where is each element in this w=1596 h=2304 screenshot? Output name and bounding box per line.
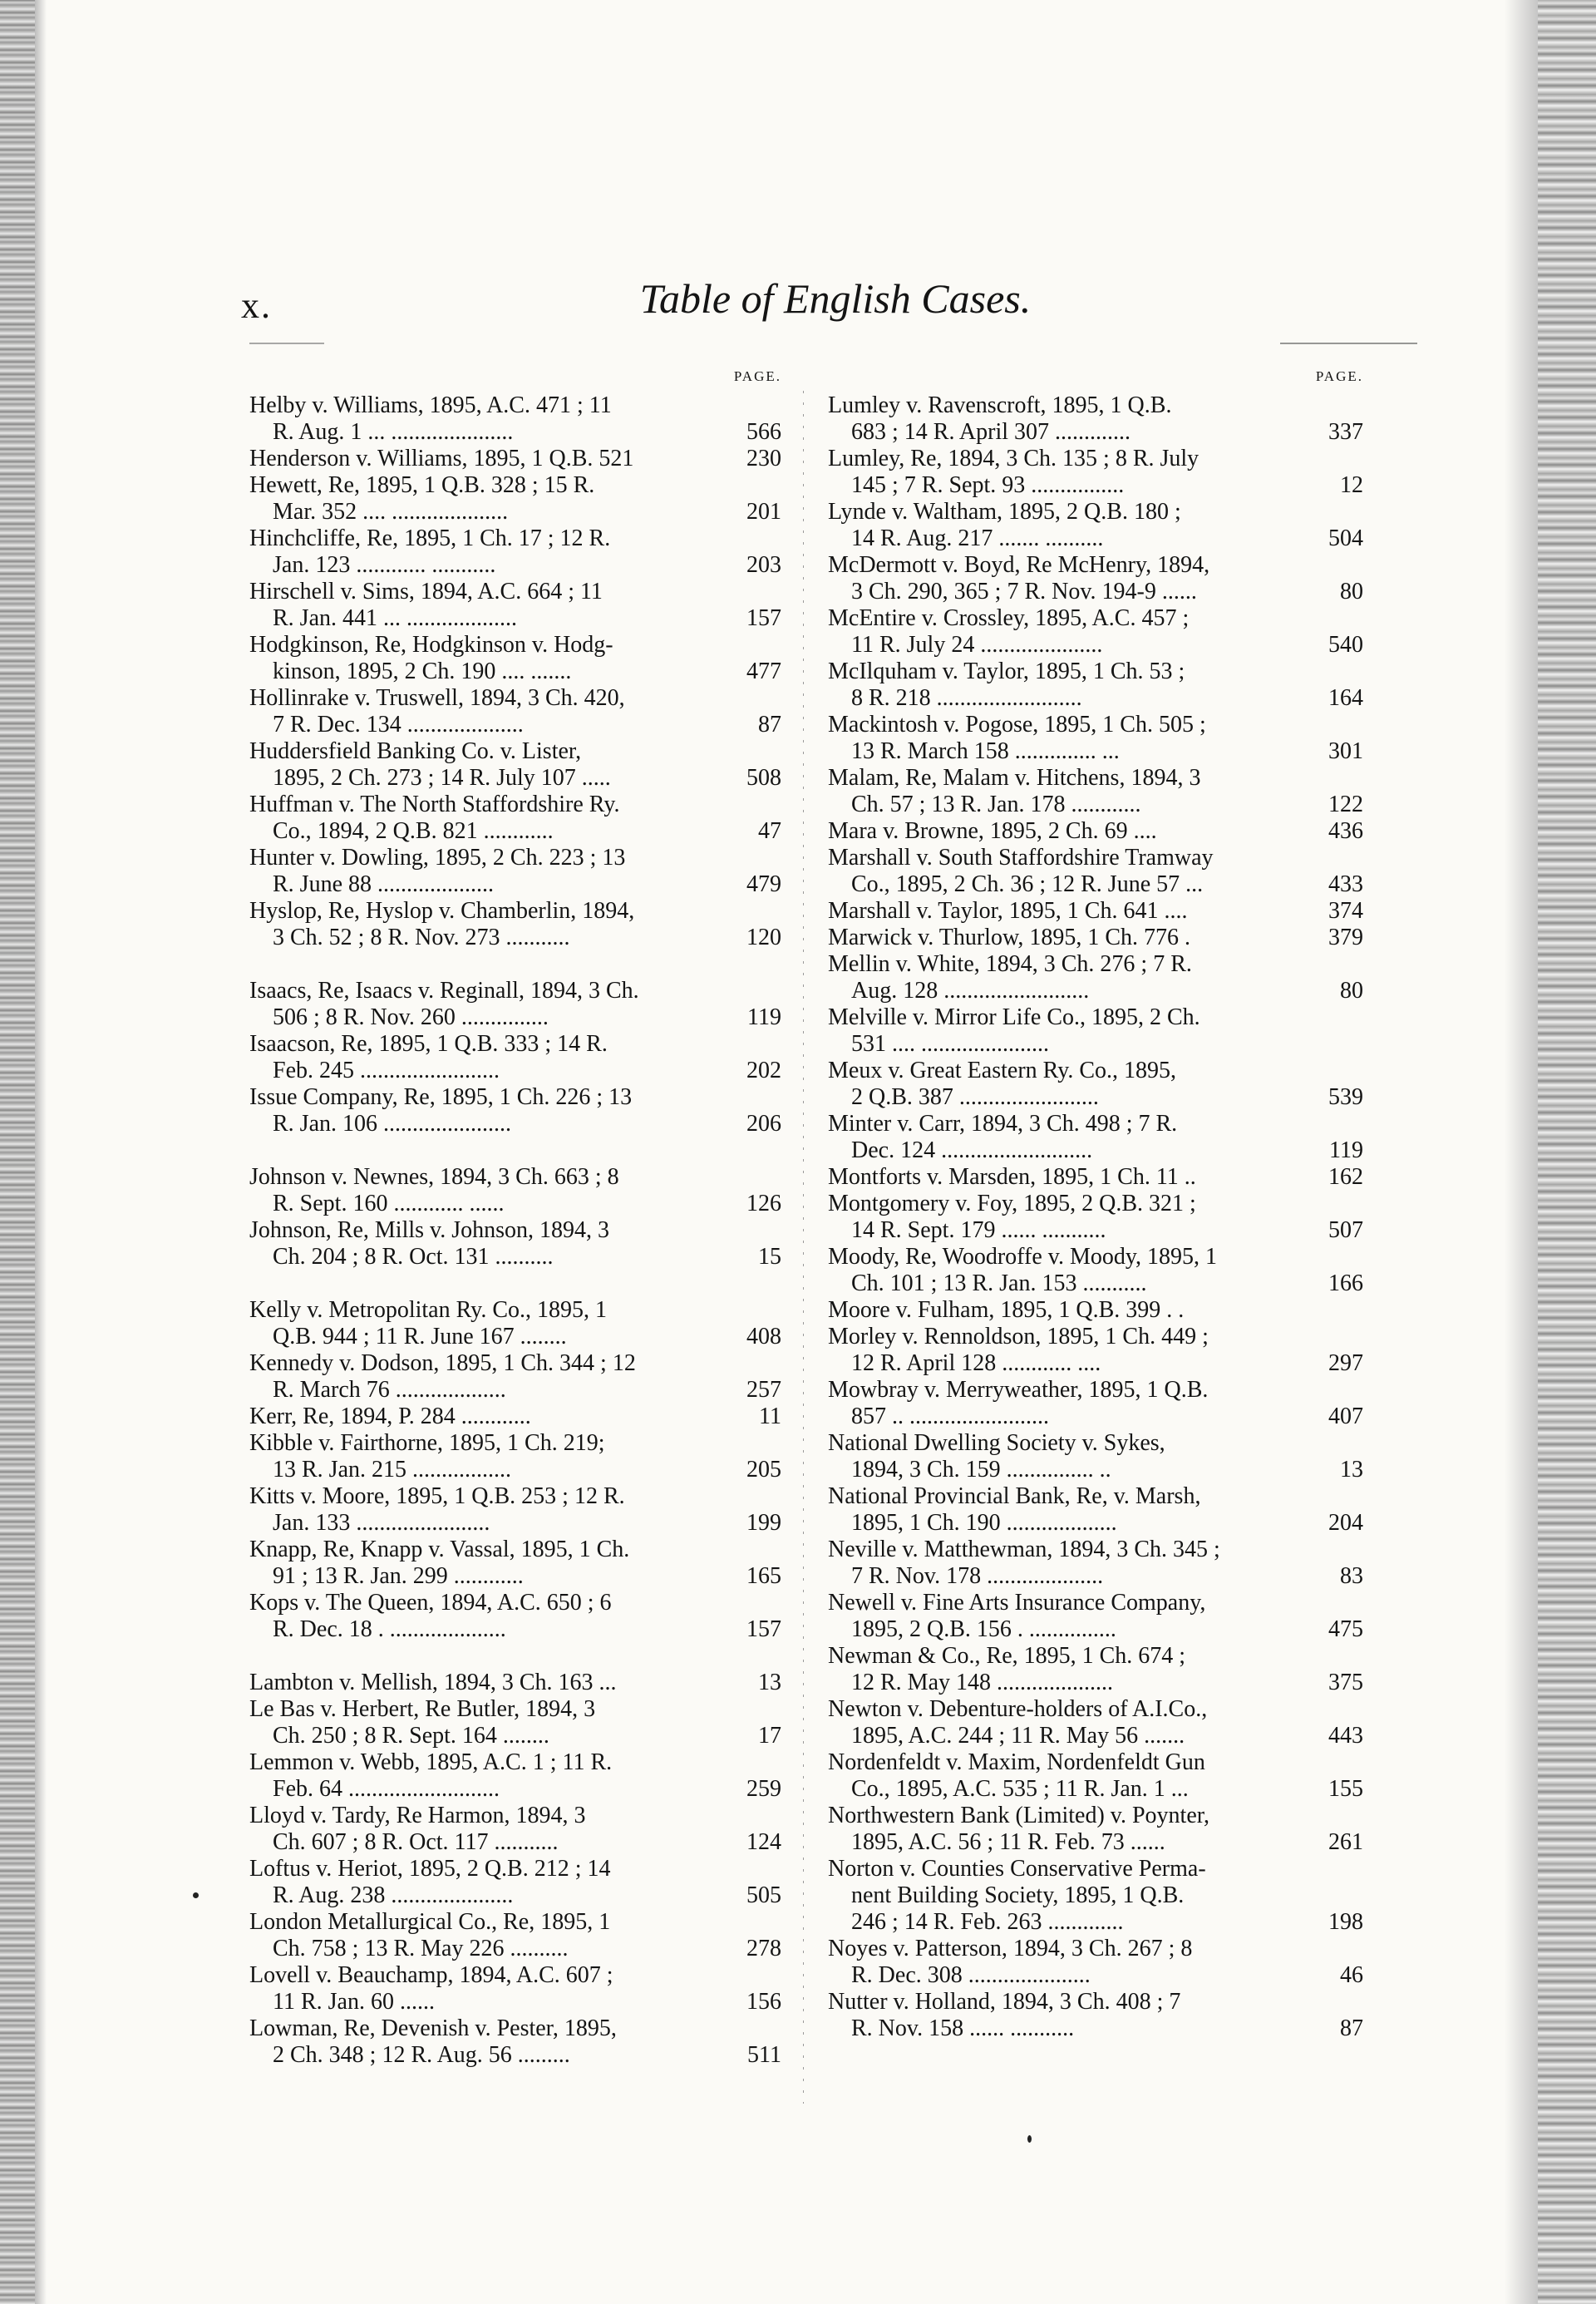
case-page-number: 87 [758,712,781,738]
case-title-line: Kerr, Re, 1894, P. 284 ............ [249,1404,531,1429]
case-entry [249,738,781,792]
case-title-line: Henderson v. Williams, 1895, 1 Q.B. 521 [249,446,634,471]
case-title-line: Montforts v. Marsden, 1895, 1 Ch. 11 .. [828,1164,1196,1190]
case-entry [828,1643,1363,1696]
case-title-line: Kibble v. Fairthorne, 1895, 1 Ch. 219; [249,1430,605,1456]
case-page-number: 17 [758,1723,781,1749]
case-citation-line: 11 R. July 24 ..................... [851,632,1103,658]
case-page-number: 375 [1328,1670,1363,1695]
case-citation-line: R. Aug. 238 ..................... [273,1882,514,1908]
case-citation-line: Ch. 758 ; 13 R. May 226 .......... [273,1936,569,1961]
case-entry [828,1430,1363,1483]
case-entry [828,1324,1363,1377]
case-citation-line: 8 R. 218 ......................... [851,685,1082,711]
case-title-line: Knapp, Re, Knapp v. Vassal, 1895, 1 Ch. [249,1537,630,1562]
case-title-line: Hodgkinson, Re, Hodgkinson v. Hodg- [249,632,613,658]
case-page-number: 297 [1328,1350,1363,1376]
case-citation-line: 2 Q.B. 387 ........................ [851,1084,1099,1110]
case-entry [828,925,1363,951]
case-entry [828,1297,1363,1324]
case-page-number: 477 [746,659,781,684]
case-title-line: Kelly v. Metropolitan Ry. Co., 1895, 1 [249,1297,607,1323]
case-title-line: Lumley v. Ravenscroft, 1895, 1 Q.B. [828,392,1172,418]
case-citation-line: Aug. 128 ......................... [851,978,1090,1004]
case-title-line: Mackintosh v. Pogose, 1895, 1 Ch. 505 ; [828,712,1206,738]
case-entry [828,392,1363,446]
case-entry [249,446,781,472]
letter-section-gap [249,951,781,978]
case-entry [249,392,781,446]
case-entry [249,1803,781,1856]
case-page-number: 230 [746,446,781,471]
case-page-number: 155 [1328,1776,1363,1802]
case-entry [828,1803,1363,1856]
case-page-number: 505 [746,1882,781,1908]
case-page-number: 120 [746,925,781,950]
case-title-line: Newman & Co., Re, 1895, 1 Ch. 674 ; [828,1643,1186,1669]
case-page-number: 257 [746,1377,781,1403]
case-citation-line: 14 R. Sept. 179 ...... ........... [851,1217,1106,1243]
case-entry [249,1483,781,1537]
case-citation-line: Ch. 204 ; 8 R. Oct. 131 .......... [273,1244,554,1270]
case-title-line: Meux v. Great Eastern Ry. Co., 1895, [828,1058,1177,1083]
case-citation-line: 11 R. Jan. 60 ...... [273,1989,435,2015]
case-entry [249,1297,781,1350]
case-citation-line: R. June 88 .................... [273,871,494,897]
case-entry [249,1350,781,1404]
case-title-line: Helby v. Williams, 1895, A.C. 471 ; 11 [249,392,612,418]
case-page-number: 508 [746,765,781,791]
case-entry [249,1537,781,1590]
case-citation-line: R. Jan. 441 ... ................... [273,605,517,631]
case-title-line: Huddersfield Banking Co. v. Lister, [249,738,582,764]
case-title-line: Newton v. Debenture-holders of A.I.Co., [828,1696,1208,1722]
case-page-number: 46 [1340,1962,1363,1988]
case-title-line: Lumley, Re, 1894, 3 Ch. 135 ; 8 R. July [828,446,1199,471]
case-entry [249,579,781,632]
case-page-number: 126 [746,1191,781,1216]
case-title-line: Lambton v. Mellish, 1894, 3 Ch. 163 ... [249,1670,617,1695]
case-title-line: Northwestern Bank (Limited) v. Poynter, [828,1803,1209,1828]
case-entry [828,1537,1363,1590]
case-page-number: 157 [746,1616,781,1642]
case-entry [249,1084,781,1137]
case-title-line: Norton v. Counties Conservative Perma- [828,1856,1206,1882]
case-page-number: 124 [746,1829,781,1855]
case-citation-line: 683 ; 14 R. April 307 ............. [851,419,1131,445]
case-citation-line: R. Sept. 160 ............ ...... [273,1191,505,1216]
case-title-line: Minter v. Carr, 1894, 3 Ch. 498 ; 7 R. [828,1111,1178,1137]
case-citation-line: 1895, 2 Ch. 273 ; 14 R. July 107 ..... [273,765,611,791]
case-page-number: 261 [1328,1829,1363,1855]
right-column [828,366,1363,2042]
case-title-line: Marwick v. Thurlow, 1895, 1 Ch. 776 . [828,925,1191,950]
case-page-number: 259 [746,1776,781,1802]
case-entry [249,685,781,738]
case-entry [828,1483,1363,1537]
case-page-number: 475 [1328,1616,1363,1642]
left-entries [249,392,781,2069]
header-rule-right [1280,343,1417,344]
right-entries [828,392,1363,2042]
case-page-number: 436 [1328,818,1363,844]
ink-speck [1027,2135,1032,2143]
case-page-number: 511 [747,2042,781,2068]
case-page-number: 504 [1328,525,1363,551]
case-entry [828,605,1363,659]
case-page-number: 162 [1328,1164,1363,1190]
case-citation-line: 246 ; 14 R. Feb. 263 ............. [851,1909,1124,1935]
case-title-line: Hewett, Re, 1895, 1 Q.B. 328 ; 15 R. [249,472,595,498]
case-citation-line: Ch. 101 ; 13 R. Jan. 153 ........... [851,1270,1147,1296]
case-citation-line: Feb. 245 ........................ [273,1058,500,1083]
case-page-number: 566 [746,419,781,445]
case-page-number: 540 [1328,632,1363,658]
case-citation-line: 13 R. March 158 .............. ... [851,738,1120,764]
case-entry [828,1856,1363,1936]
case-page-number: 156 [746,1989,781,2015]
case-title-line: McDermott v. Boyd, Re McHenry, 1894, [828,552,1210,578]
case-citation-line: 3 Ch. 290, 365 ; 7 R. Nov. 194-9 ...... [851,579,1197,604]
case-citation-line: Ch. 607 ; 8 R. Oct. 117 ........... [273,1829,559,1855]
case-entry [828,446,1363,499]
case-citation-line: 531 .... ...................... [851,1031,1049,1057]
case-entry [249,1217,781,1270]
left-column [249,366,781,2069]
case-title-line: Hyslop, Re, Hyslop v. Chamberlin, 1894, [249,898,635,924]
case-entry [828,1058,1363,1111]
case-title-line: Moore v. Fulham, 1895, 1 Q.B. 399 . . [828,1297,1185,1323]
case-page-number: 83 [1340,1563,1363,1589]
case-page-number: 119 [1329,1137,1363,1163]
folio-number: x. [241,285,272,326]
case-entry [828,1244,1363,1297]
case-entry [828,1936,1363,1989]
case-entry [249,1670,781,1696]
case-title-line: Nutter v. Holland, 1894, 3 Ch. 408 ; 7 [828,1989,1181,2015]
case-title-line: Malam, Re, Malam v. Hitchens, 1894, 3 [828,765,1201,791]
case-page-number: 379 [1328,925,1363,950]
case-entry [249,1164,781,1217]
case-citation-line: 2 Ch. 348 ; 12 R. Aug. 56 ......... [273,2042,570,2068]
case-title-line: McIlquham v. Taylor, 1895, 1 Ch. 53 ; [828,659,1185,684]
case-citation-line: Co., 1895, 2 Ch. 36 ; 12 R. June 57 ... [851,871,1204,897]
case-page-number: 119 [747,1004,781,1030]
column-divider [803,391,804,2104]
case-entry [828,765,1363,818]
case-page-number: 301 [1328,738,1363,764]
running-header [241,274,1430,333]
case-page-number: 165 [746,1563,781,1589]
case-citation-line: Co., 1895, A.C. 535 ; 11 R. Jan. 1 ... [851,1776,1189,1802]
case-title-line: Moody, Re, Woodroffe v. Moody, 1895, 1 [828,1244,1218,1270]
case-page-number: 122 [1328,792,1363,817]
case-entry [249,845,781,898]
letter-section-gap [249,1643,781,1670]
case-title-line: Hunter v. Dowling, 1895, 2 Ch. 223 ; 13 [249,845,626,871]
case-page-number: 443 [1328,1723,1363,1749]
case-title-line: Huffman v. The North Staffordshire Ry. [249,792,620,817]
case-entry [828,1191,1363,1244]
case-citation-line: Ch. 57 ; 13 R. Jan. 178 ............ [851,792,1141,817]
case-citation-line: 857 .. ........................ [851,1404,1049,1429]
case-title-line: Mowbray v. Merryweather, 1895, 1 Q.B. [828,1377,1209,1403]
case-citation-line: Feb. 64 .......................... [273,1776,500,1802]
case-citation-line: 1895, 1 Ch. 190 ................... [851,1510,1117,1536]
case-entry [828,712,1363,765]
case-entry [828,552,1363,605]
case-page-number: 539 [1328,1084,1363,1110]
case-title-line: Hirschell v. Sims, 1894, A.C. 664 ; 11 [249,579,603,604]
header-rule-left [249,343,324,344]
case-page-number: 80 [1340,579,1363,604]
case-title-line: Kitts v. Moore, 1895, 1 Q.B. 253 ; 12 R. [249,1483,625,1509]
case-entry [249,792,781,845]
scan-edge-left [0,0,35,2304]
case-entry [249,1696,781,1749]
case-title-line: Neville v. Matthewman, 1894, 3 Ch. 345 ; [828,1537,1220,1562]
case-page-number: 157 [746,605,781,631]
case-page-number: 206 [746,1111,781,1137]
case-page-number: 205 [746,1457,781,1483]
case-page-number: 12 [1340,472,1363,498]
case-entry [249,2015,781,2069]
case-page-number: 204 [1328,1510,1363,1536]
case-entry [828,1749,1363,1803]
case-page-number: 202 [746,1058,781,1083]
case-citation-line: 3 Ch. 52 ; 8 R. Nov. 273 ........... [273,925,570,950]
case-entry [828,1590,1363,1643]
case-title-line: Morley v. Rennoldson, 1895, 1 Ch. 449 ; [828,1324,1209,1349]
case-title-line: Mara v. Browne, 1895, 2 Ch. 69 .... [828,818,1157,844]
case-citation-line: R. Aug. 1 ... ..................... [273,419,514,445]
case-citation-line: 91 ; 13 R. Jan. 299 ............ [273,1563,524,1589]
case-page-number: 278 [746,1936,781,1961]
case-page-number: 337 [1328,419,1363,445]
case-title-line: Loftus v. Heriot, 1895, 2 Q.B. 212 ; 14 [249,1856,611,1882]
scan-shadow-left [35,0,47,2304]
case-title-line: Isaacson, Re, 1895, 1 Q.B. 333 ; 14 R. [249,1031,608,1057]
running-title: Table of English Cases. [639,275,1032,322]
case-title-line: Noyes v. Patterson, 1894, 3 Ch. 267 ; 8 [828,1936,1193,1961]
case-title-line: Lowman, Re, Devenish v. Pester, 1895, [249,2015,617,2041]
case-page-number: 164 [1328,685,1363,711]
page-column-label: PAGE. [733,368,781,384]
case-citation-line: Jan. 133 ....................... [273,1510,490,1536]
case-entry [249,978,781,1031]
scan-edge-right [1538,0,1596,2304]
case-title-line: National Dwelling Society v. Sykes, [828,1430,1165,1456]
case-citation-line: 1895, A.C. 56 ; 11 R. Feb. 73 ...... [851,1829,1165,1855]
case-title-line: Issue Company, Re, 1895, 1 Ch. 226 ; 13 [249,1084,633,1110]
page-column-label: PAGE. [1315,368,1363,384]
case-entry [249,1404,781,1430]
case-page-number: 199 [746,1510,781,1536]
case-entry [249,472,781,525]
case-title-line: Newell v. Fine Arts Insurance Company, [828,1590,1206,1616]
case-entry [828,818,1363,845]
case-page-number: 507 [1328,1217,1363,1243]
case-page-number: 374 [1328,898,1363,924]
case-page-number: 13 [758,1670,781,1695]
case-citation-line: kinson, 1895, 2 Ch. 190 .... ....... [273,659,572,684]
case-page-number: 203 [746,552,781,578]
case-page-number: 15 [758,1244,781,1270]
case-citation-line: 1895, A.C. 244 ; 11 R. May 56 ....... [851,1723,1185,1749]
case-citation-line: Co., 1894, 2 Q.B. 821 ............ [273,818,554,844]
case-title-line: Montgomery v. Foy, 1895, 2 Q.B. 321 ; [828,1191,1196,1216]
ink-speck [193,1892,199,1898]
case-page-number: 166 [1328,1270,1363,1296]
case-title-line: McEntire v. Crossley, 1895, A.C. 457 ; [828,605,1190,631]
case-entry [249,1590,781,1643]
case-citation-line: 7 R. Nov. 178 .................... [851,1563,1104,1589]
case-citation-line: 12 R. April 128 ............ .... [851,1350,1101,1376]
case-entry [828,1111,1363,1164]
case-citation-line: 7 R. Dec. 134 .................... [273,712,524,738]
case-citation-line: Jan. 123 ............ ........... [273,552,496,578]
case-citation-line: R. Jan. 106 ...................... [273,1111,511,1137]
letter-section-gap [249,1137,781,1164]
case-title-line: Isaacs, Re, Isaacs v. Reginall, 1894, 3 Ch. [249,978,639,1004]
case-page-number: 11 [759,1404,781,1429]
case-citation-line: R. Nov. 158 ...... ........... [851,2015,1075,2041]
case-entry [249,525,781,579]
case-title-line: Hollinrake v. Truswell, 1894, 3 Ch. 420, [249,685,625,711]
case-title-line: Kops v. The Queen, 1894, A.C. 650 ; 6 [249,1590,612,1616]
case-citation-line: Dec. 124 .......................... [851,1137,1093,1163]
case-entry [249,1856,781,1909]
case-title-line: London Metallurgical Co., Re, 1895, 1 [249,1909,611,1935]
case-entry [828,898,1363,925]
case-entry [828,659,1363,712]
case-entry [249,632,781,685]
case-title-line: Johnson v. Newnes, 1894, 3 Ch. 663 ; 8 [249,1164,619,1190]
case-page-number: 13 [1340,1457,1363,1483]
case-entry [828,499,1363,552]
case-page-number: 408 [746,1324,781,1349]
case-title-line: Lloyd v. Tardy, Re Harmon, 1894, 3 [249,1803,586,1828]
case-citation-line: 12 R. May 148 .................... [851,1670,1113,1695]
case-page-number: 479 [746,871,781,897]
case-title-line: Lemmon v. Webb, 1895, A.C. 1 ; 11 R. [249,1749,613,1775]
case-citation-line: 1895, 2 Q.B. 156 . ............... [851,1616,1116,1642]
case-citation-line: 1894, 3 Ch. 159 ............... .. [851,1457,1111,1483]
case-title-line: Lynde v. Waltham, 1895, 2 Q.B. 180 ; [828,499,1181,525]
case-entry [249,1909,781,1962]
case-page-number: 87 [1340,2015,1363,2041]
case-citation-line: 145 ; 7 R. Sept. 93 ................ [851,472,1125,498]
case-entry [249,1962,781,2015]
case-citation-line: R. Dec. 18 . .................... [273,1616,506,1642]
case-entry [828,1004,1363,1058]
case-citation-line: Mar. 352 .... .................... [273,499,509,525]
case-title-line: Melville v. Mirror Life Co., 1895, 2 Ch. [828,1004,1200,1030]
scan-shadow-right [1505,0,1538,2304]
case-entry [828,1377,1363,1430]
case-title-line: Hinchcliffe, Re, 1895, 1 Ch. 17 ; 12 R. [249,525,611,551]
case-title-line: Marshall v. South Staffordshire Tramway [828,845,1214,871]
case-page-number: 47 [758,818,781,844]
case-entry [828,1164,1363,1191]
case-title-line: Le Bas v. Herbert, Re Butler, 1894, 3 [249,1696,596,1722]
case-entry [249,898,781,951]
case-entry [249,1749,781,1803]
case-entry [249,1430,781,1483]
case-title-line: National Provincial Bank, Re, v. Marsh, [828,1483,1201,1509]
case-page-number: 407 [1328,1404,1363,1429]
case-title-line: Marshall v. Taylor, 1895, 1 Ch. 641 .... [828,898,1188,924]
case-title-line: Kennedy v. Dodson, 1895, 1 Ch. 344 ; 12 [249,1350,636,1376]
case-citation-line: Ch. 250 ; 8 R. Sept. 164 ........ [273,1723,549,1749]
case-page-number: 433 [1328,871,1363,897]
case-citation-line: R. March 76 ................... [273,1377,506,1403]
case-citation-line: 13 R. Jan. 215 ................. [273,1457,511,1483]
case-page-number: 198 [1328,1909,1363,1935]
case-title-line: Nordenfeldt v. Maxim, Nordenfeldt Gun [828,1749,1205,1775]
case-entry [828,845,1363,898]
letter-section-gap [249,1270,781,1297]
case-citation-line: Q.B. 944 ; 11 R. June 167 ........ [273,1324,567,1349]
case-entry [828,951,1363,1004]
case-citation-line: 14 R. Aug. 217 ....... .......... [851,525,1104,551]
case-entry [828,1696,1363,1749]
case-page-number: 201 [746,499,781,525]
case-citation-line: nent Building Society, 1895, 1 Q.B. [851,1882,1185,1908]
case-title-line: Lovell v. Beauchamp, 1894, A.C. 607 ; [249,1962,613,1988]
case-page-number: 80 [1340,978,1363,1004]
case-entry [828,1989,1363,2042]
case-citation-line: 506 ; 8 R. Nov. 260 ............... [273,1004,549,1030]
case-citation-line: R. Dec. 308 ..................... [851,1962,1091,1988]
case-title-line: Mellin v. White, 1894, 3 Ch. 276 ; 7 R. [828,951,1192,977]
case-title-line: Johnson, Re, Mills v. Johnson, 1894, 3 [249,1217,610,1243]
case-entry [249,1031,781,1084]
